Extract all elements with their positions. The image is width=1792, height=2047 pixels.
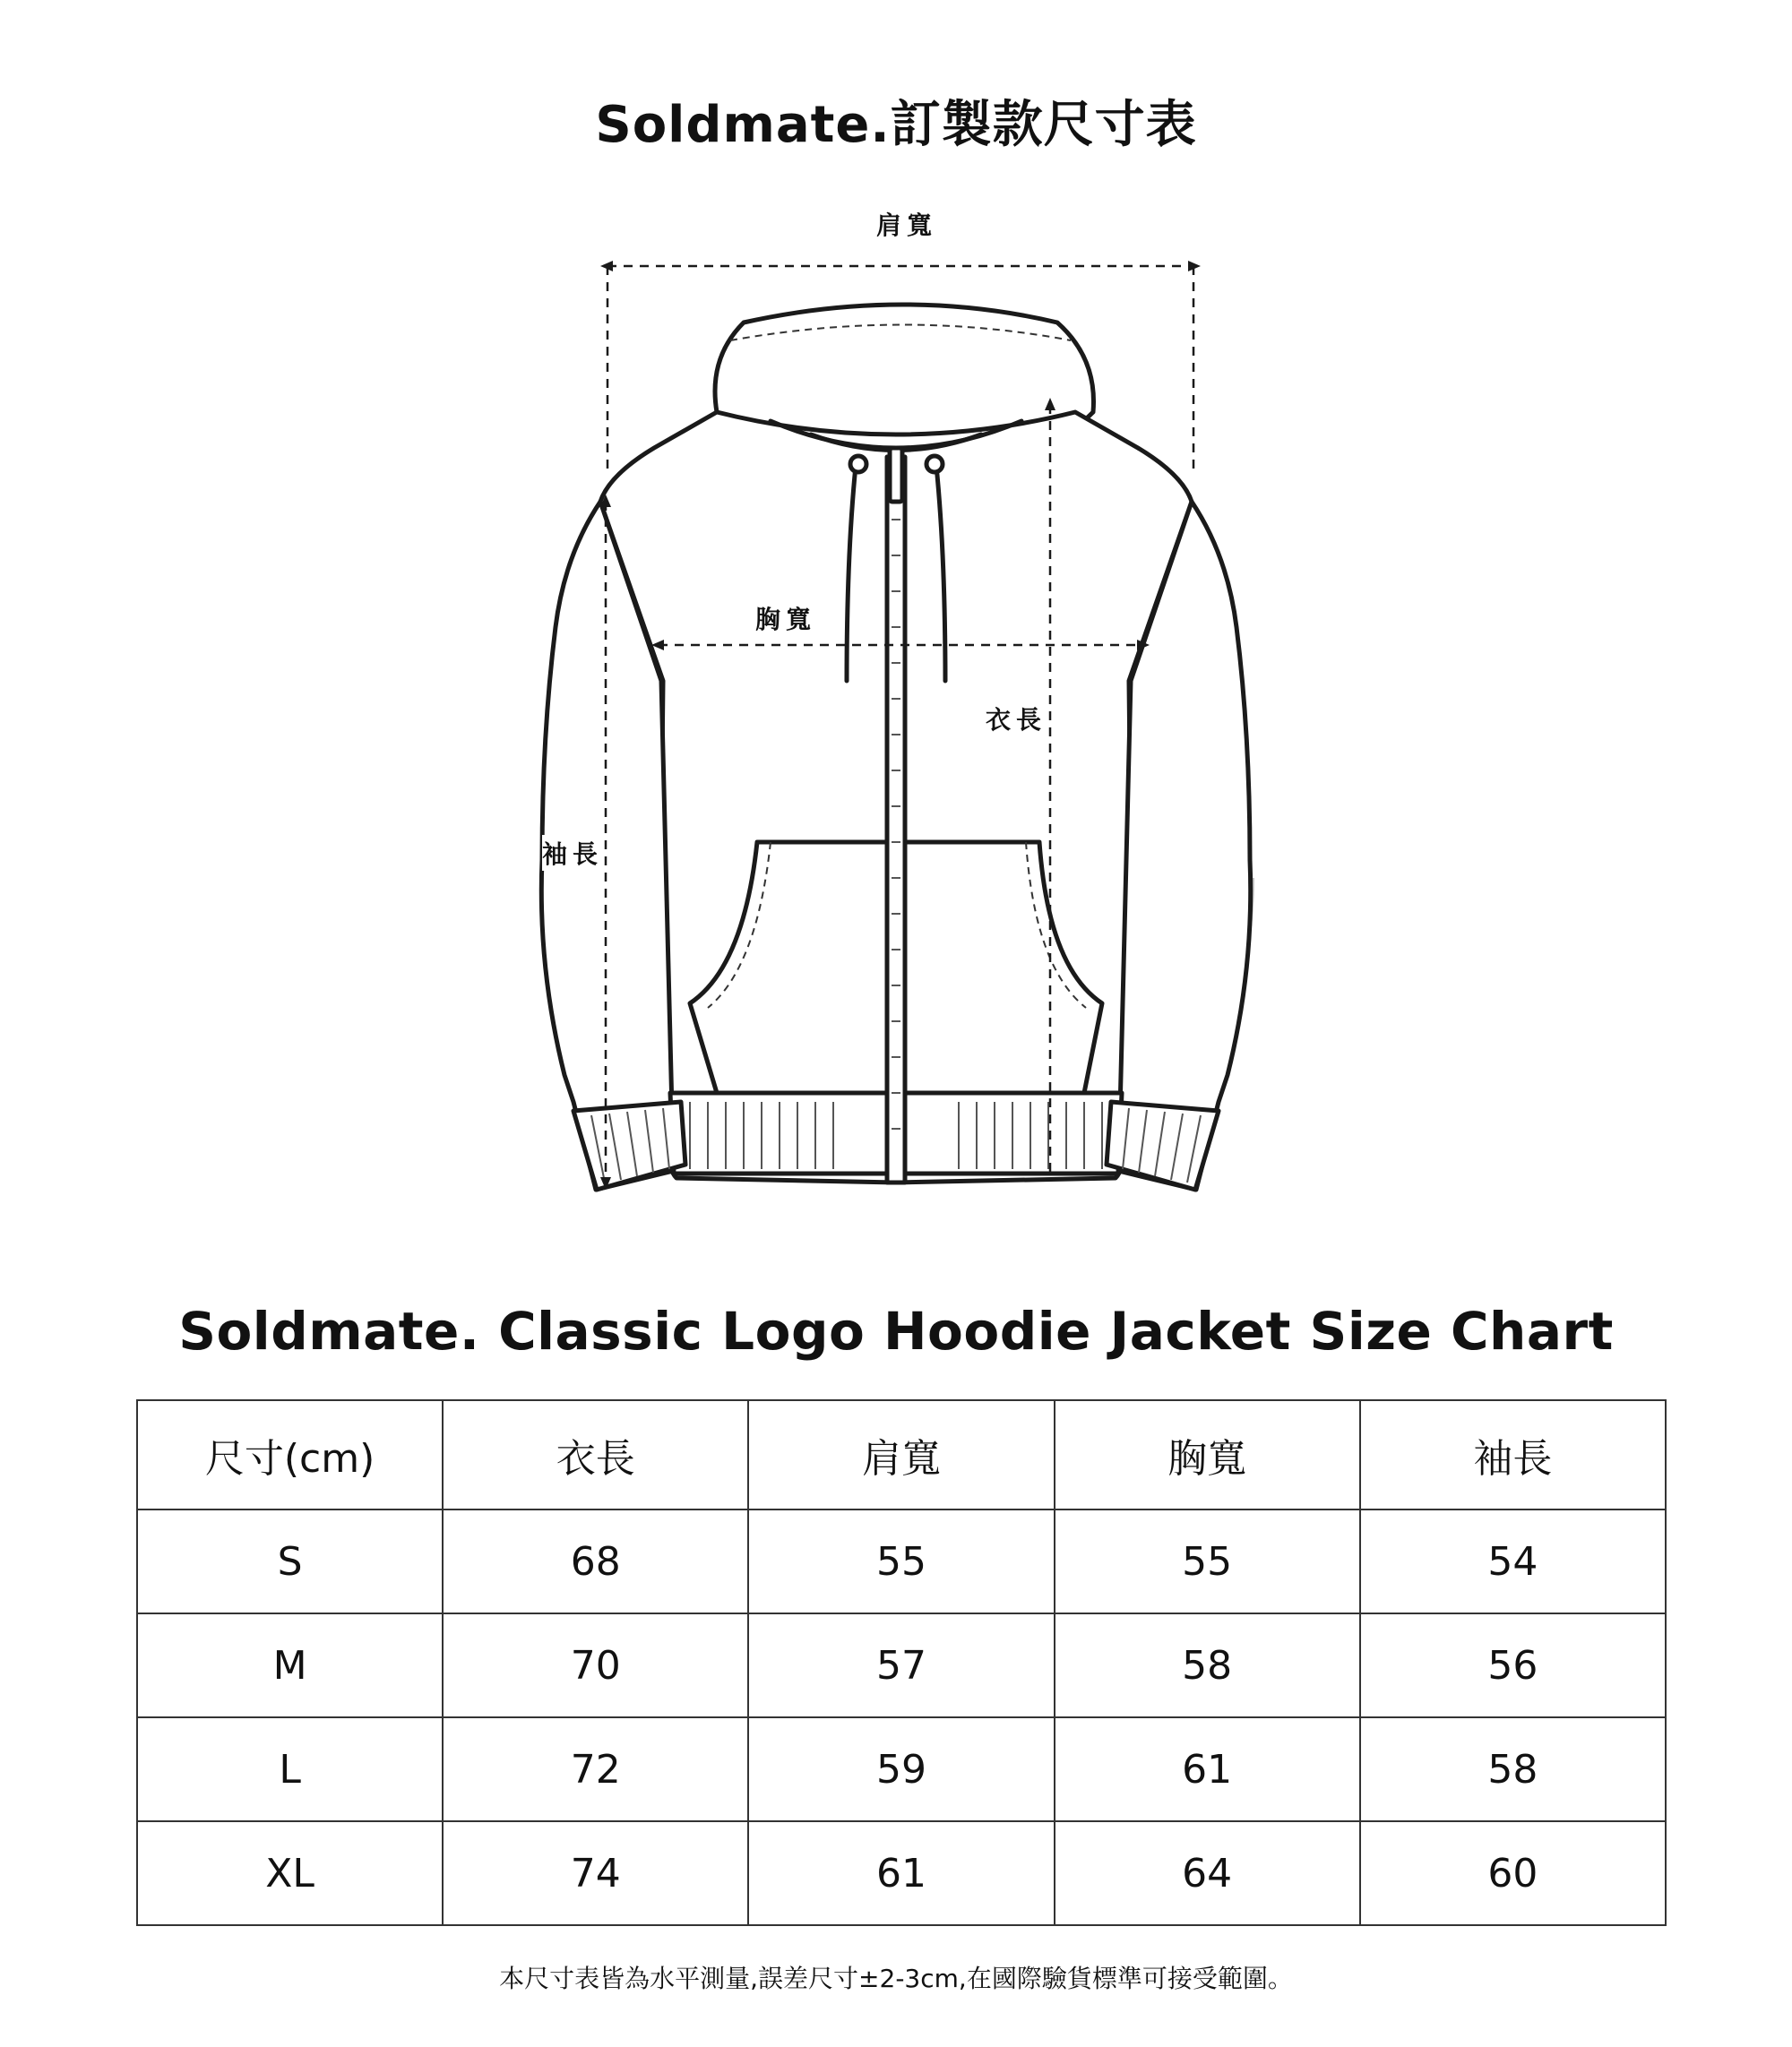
- column-header: 肩寬: [748, 1400, 1054, 1509]
- table-cell: 57: [748, 1613, 1054, 1717]
- table-cell: L: [137, 1717, 443, 1821]
- table-row: [137, 1613, 1666, 1717]
- page-title: Soldmate.訂製款尺寸表: [595, 96, 1197, 154]
- chart-subtitle: Soldmate. Classic Logo Hoodie Jacket Size Chart: [178, 1301, 1614, 1362]
- table-cell: 55: [748, 1509, 1054, 1613]
- table-cell: 54: [1360, 1509, 1666, 1613]
- table-cell: 60: [1360, 1821, 1666, 1925]
- table-cell: 64: [1055, 1821, 1360, 1925]
- table-cell: 55: [1055, 1509, 1360, 1613]
- column-header: 衣長: [443, 1400, 748, 1509]
- table-cell: 68: [443, 1509, 748, 1613]
- zipper-icon: [887, 457, 905, 1183]
- hoodie-diagram: [0, 179, 1792, 1218]
- table-header-row: [137, 1400, 1666, 1509]
- table-row: [137, 1821, 1666, 1925]
- size-table: [136, 1399, 1667, 1926]
- table-cell: 59: [748, 1717, 1054, 1821]
- table-cell: 61: [1055, 1717, 1360, 1821]
- table-cell: 61: [748, 1821, 1054, 1925]
- table-cell: XL: [137, 1821, 443, 1925]
- column-header: 胸寬: [1055, 1400, 1360, 1509]
- table-cell: S: [137, 1509, 443, 1613]
- table-cell: 58: [1055, 1613, 1360, 1717]
- column-header: 袖長: [1360, 1400, 1666, 1509]
- chest-label: 胸寬: [755, 600, 816, 636]
- sleeve-label: 袖長: [542, 835, 603, 871]
- table-cell: 70: [443, 1613, 748, 1717]
- table-row: [137, 1717, 1666, 1821]
- table-row: [137, 1509, 1666, 1613]
- table-cell: 72: [443, 1717, 748, 1821]
- table-cell: M: [137, 1613, 443, 1717]
- table-cell: 56: [1360, 1613, 1666, 1717]
- shoulder-label: 肩寬: [876, 206, 937, 242]
- table-cell: 74: [443, 1821, 748, 1925]
- table-cell: 58: [1360, 1717, 1666, 1821]
- length-label: 衣長: [986, 701, 1047, 736]
- column-header: 尺寸(cm): [137, 1400, 443, 1509]
- hoodie-jacket-illustration: [0, 179, 1792, 1218]
- measurement-note: 本尺寸表皆為水平測量,誤差尺寸±2-3cm,在國際驗貨標準可接受範圍。: [499, 1964, 1293, 1993]
